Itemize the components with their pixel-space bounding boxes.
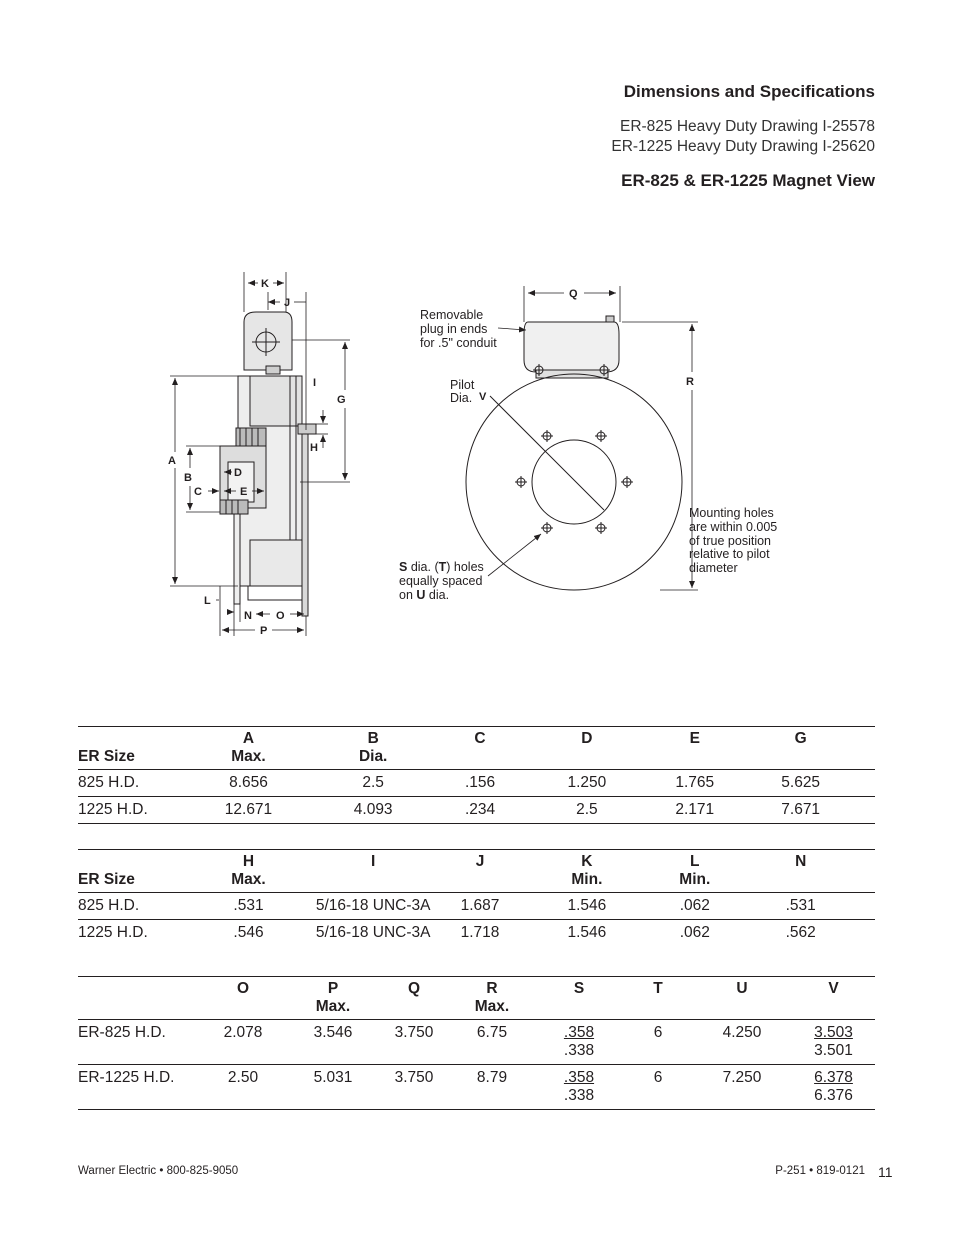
table-header-cell: T [624, 977, 692, 999]
table-header-cell: H [200, 850, 297, 872]
table-cell [792, 1065, 875, 1110]
table-header-cell: Max. [450, 998, 534, 1020]
table-header-cell [450, 748, 511, 770]
table-header-cell [78, 727, 200, 749]
table-cell: 1.718 [460, 924, 500, 941]
note-pilot-line-1: Pilot [450, 378, 475, 392]
note-mounting-line-2: are within 0.005 [689, 520, 778, 534]
table-cell: 8.79 [450, 1065, 534, 1110]
table-header-row [78, 977, 875, 999]
table-cell: 6 [624, 1065, 692, 1110]
table-header-cell: Min. [663, 871, 726, 893]
table-header-row [78, 871, 875, 893]
note-removable-plug-line-2: plug in ends [420, 322, 488, 336]
note-holes-line-2: equally spaced [399, 574, 483, 588]
table-cell: 1.546 [511, 893, 664, 920]
table-header-cell [726, 748, 875, 770]
tolerance-max: .358 [563, 1024, 595, 1041]
note-pilot-line-2: Dia. [450, 391, 473, 405]
table-header-cell [511, 748, 664, 770]
table-cell: 7.250 [692, 1065, 792, 1110]
table-cell: 1.687 [450, 893, 511, 920]
dim-label-a: A [168, 455, 176, 467]
footer-company-phone: Warner Electric • 800-825-9050 [78, 1165, 239, 1177]
table-header-cell: C [450, 727, 511, 749]
table-cell: .531 [200, 893, 297, 920]
table-header-cell: Max. [288, 998, 378, 1020]
table-header-cell [792, 998, 875, 1020]
table-header-cell [78, 977, 198, 999]
table-cell: 1.546 [567, 924, 607, 941]
dim-label-e: E [240, 486, 248, 498]
table-cell: ER-1225 H.D. [78, 1065, 198, 1110]
note-holes-line-3: on U dia. [399, 588, 450, 602]
table-header-cell [297, 871, 450, 893]
dim-label-g: G [337, 394, 346, 406]
dim-label-j: J [284, 297, 291, 309]
table-cell: 2.171 [663, 797, 726, 824]
table-cell: 1225 H.D. [78, 797, 200, 824]
table-header-cell: O [198, 977, 288, 999]
note-holes-line-1: S dia. (T) holes [399, 560, 484, 574]
table-header-cell [378, 998, 450, 1020]
table-header-cell: I [297, 850, 450, 872]
table-header-row [78, 748, 875, 770]
table-header-cell: Dia. [297, 748, 450, 770]
table-cell: .234 [450, 797, 511, 824]
table-cell [534, 1065, 624, 1110]
table-header-cell: ER Size [78, 748, 200, 770]
table-header-cell: J [450, 850, 511, 872]
table-row [78, 1065, 875, 1110]
table-header-cell: Max. [200, 748, 297, 770]
table-header-cell [663, 748, 726, 770]
table-header-cell: R [450, 977, 534, 999]
table-cell: .062 [663, 893, 726, 920]
note-removable-plug-line-1: Removable [420, 308, 484, 322]
table-row [78, 1020, 875, 1065]
dim-label-v: V [479, 391, 487, 403]
table-header-cell: L [663, 850, 726, 872]
table-header-cell: U [692, 977, 792, 999]
table-cell: 4.250 [692, 1020, 792, 1065]
dim-label-n: N [244, 610, 252, 622]
tolerance-max: 3.503 [814, 1024, 853, 1041]
tolerance-min: 3.501 [814, 1042, 853, 1059]
table-header-cell: Min. [511, 871, 664, 893]
table-header-cell: S [534, 977, 624, 999]
section-title: Dimensions and Specifications [623, 82, 875, 101]
table-cell: 2.50 [198, 1065, 288, 1110]
page-number: 11 [878, 1164, 893, 1180]
table-cell: ER-825 H.D. [78, 1020, 198, 1065]
table-header-row [78, 727, 875, 749]
tolerance-max: .358 [563, 1069, 595, 1086]
table-header-cell [198, 998, 288, 1020]
table-row [78, 797, 875, 824]
table-cell: 5/16-18 UNC-3A [315, 924, 431, 941]
table-cell: 5.625 [726, 770, 875, 797]
dim-label-q: Q [569, 288, 578, 300]
tolerance-min: .338 [563, 1042, 595, 1059]
spec-table-a-to-g [78, 726, 875, 824]
tolerance-max: 6.378 [814, 1069, 853, 1086]
table-header-cell [624, 998, 692, 1020]
table-cell: 3.546 [288, 1020, 378, 1065]
table-header-cell: D [511, 727, 664, 749]
table-header-cell: V [792, 977, 875, 999]
table-row [78, 920, 875, 947]
table-header-cell: Max. [200, 871, 297, 893]
table-header-cell [726, 871, 875, 893]
note-mounting-line-5: diameter [689, 561, 738, 575]
table-header-cell [534, 998, 624, 1020]
table-cell [534, 1020, 624, 1065]
table-cell: 2.5 [511, 797, 664, 824]
table-header-cell [78, 850, 200, 872]
table-cell: 2.5 [297, 770, 450, 797]
side-view-drawing [220, 312, 316, 616]
dim-label-r: R [686, 376, 694, 388]
table-cell: .546 [233, 924, 264, 941]
table-header-cell: P [288, 977, 378, 999]
table-header-cell [692, 998, 792, 1020]
table-cell: 12.671 [200, 797, 297, 824]
dim-label-c: C [194, 486, 202, 498]
table-cell: .062 [679, 924, 710, 941]
note-mounting-line-1: Mounting holes [689, 506, 774, 520]
table-cell: .531 [726, 893, 875, 920]
table-header-row [78, 998, 875, 1020]
dim-label-h: H [310, 442, 318, 454]
note-mounting-line-4: relative to pilot [689, 547, 770, 561]
table-cell: 2.078 [198, 1020, 288, 1065]
table-cell: 5.031 [288, 1065, 378, 1110]
table-cell: 3.750 [378, 1020, 450, 1065]
table-cell: 825 H.D. [78, 893, 200, 920]
dim-label-p: P [260, 625, 268, 637]
note-mounting-line-3: of true position [689, 534, 771, 548]
table-cell: 6.75 [450, 1020, 534, 1065]
table-header-cell: A [200, 727, 297, 749]
table-cell: .156 [450, 770, 511, 797]
table-header-cell [450, 871, 511, 893]
footer-document-code: P-251 • 819-0121 [775, 1165, 865, 1177]
table-header-row [78, 850, 875, 872]
dim-label-i: I [313, 377, 317, 389]
table-header-cell: Q [378, 977, 450, 999]
table-cell: 1225 H.D. [78, 924, 148, 941]
table-row [78, 893, 875, 920]
dim-label-d: D [234, 467, 242, 479]
dim-label-b: B [184, 472, 192, 484]
tolerance-min: .338 [563, 1087, 595, 1104]
magnet-view-title: ER-825 & ER-1225 Magnet View [621, 171, 875, 190]
table-row [78, 770, 875, 797]
table-cell: .562 [785, 924, 816, 941]
table-cell: 3.750 [378, 1065, 450, 1110]
table-cell: 4.093 [297, 797, 450, 824]
table-header-cell: N [726, 850, 875, 872]
dim-label-l: L [204, 595, 211, 607]
drawing-reference-825: ER-825 Heavy Duty Drawing I-25578 [619, 118, 875, 135]
spec-table-o-to-v [78, 976, 875, 1110]
table-header-cell [78, 998, 198, 1020]
table-header-cell: ER Size [78, 871, 200, 893]
table-cell: 1.765 [663, 770, 726, 797]
front-view-drawing [466, 316, 682, 590]
spec-table-h-to-n [78, 849, 875, 946]
table-cell: 825 H.D. [78, 770, 200, 797]
table-cell: 8.656 [200, 770, 297, 797]
table-cell: 5/16-18 UNC-3A [297, 893, 450, 920]
tolerance-min: 6.376 [814, 1087, 853, 1104]
table-header-cell: K [511, 850, 664, 872]
table-header-cell: G [726, 727, 875, 749]
table-cell [792, 1020, 875, 1065]
table-cell: 6 [624, 1020, 692, 1065]
table-header-cell: E [663, 727, 726, 749]
drawing-reference-1225: ER-1225 Heavy Duty Drawing I-25620 [611, 138, 875, 155]
dim-label-o: O [276, 610, 285, 622]
dim-label-k: K [261, 278, 269, 290]
table-cell: 1.250 [511, 770, 664, 797]
table-header-cell: B [297, 727, 450, 749]
note-removable-plug-line-3: for .5" conduit [420, 336, 497, 350]
table-cell: 7.671 [726, 797, 875, 824]
